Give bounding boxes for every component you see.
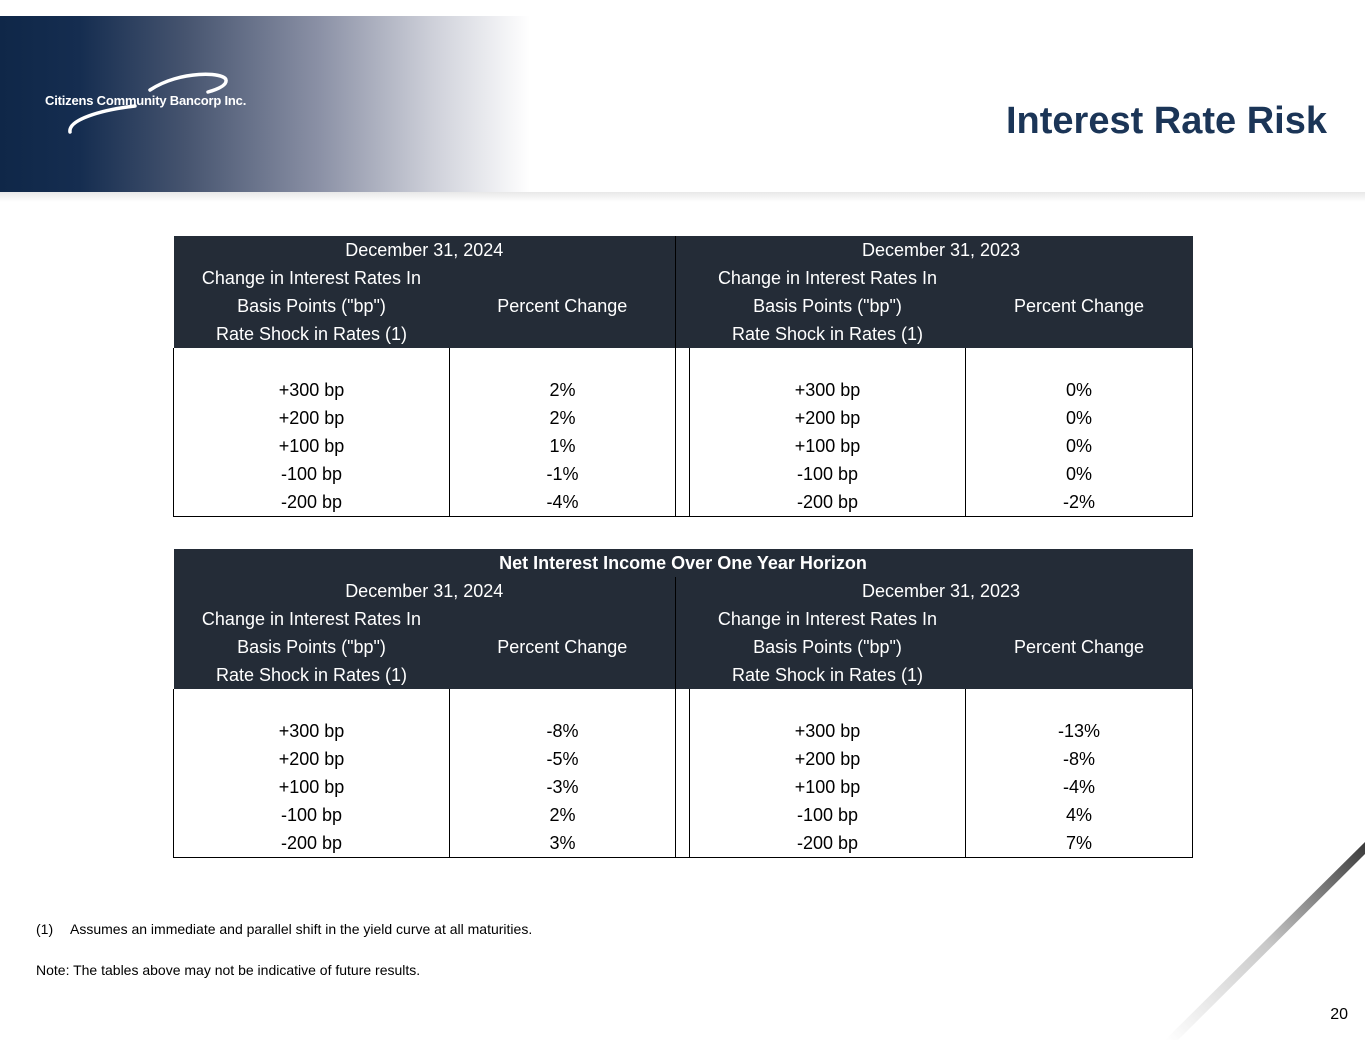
footnote-text: Assumes an immediate and parallel shift in the yield curve at all maturities. [70, 921, 533, 937]
table-title: Net Interest Income Over One Year Horizon [174, 549, 1193, 577]
right-pct-cell: -4% [966, 773, 1193, 801]
shock-header-line1: Change in Interest Rates In [174, 264, 450, 292]
table-row [174, 488, 1193, 517]
shock-header-line2: Basis Points ("bp") [690, 633, 966, 661]
left-pct-cell: -1% [450, 460, 676, 488]
percent-change-header: Percent Change [966, 633, 1193, 661]
right-shock-cell: -200 bp [690, 829, 966, 858]
logo-text: Citizens Community Bancorp Inc. [45, 93, 247, 108]
left-pct-cell: 2% [450, 404, 676, 432]
economic-value-table [173, 236, 1193, 517]
left-shock-cell: +300 bp [174, 376, 450, 404]
company-logo [40, 72, 280, 142]
shock-header-line3: Rate Shock in Rates (1) [174, 320, 450, 348]
percent-change-header: Percent Change [966, 292, 1193, 320]
left-shock-cell: -200 bp [174, 488, 450, 517]
right-shock-cell: +200 bp [690, 404, 966, 432]
shock-header-line1: Change in Interest Rates In [690, 264, 966, 292]
shock-header-line1: Change in Interest Rates In [174, 605, 450, 633]
left-shock-cell: -100 bp [174, 801, 450, 829]
left-shock-cell: +100 bp [174, 773, 450, 801]
left-shock-cell: -100 bp [174, 460, 450, 488]
right-pct-cell: 0% [966, 432, 1193, 460]
right-shock-cell: +300 bp [690, 376, 966, 404]
shock-header-line2: Basis Points ("bp") [174, 292, 450, 320]
percent-change-header: Percent Change [450, 292, 676, 320]
left-shock-cell: +200 bp [174, 745, 450, 773]
right-pct-cell: -2% [966, 488, 1193, 517]
left-pct-cell: -3% [450, 773, 676, 801]
shock-header-line2: Basis Points ("bp") [174, 633, 450, 661]
right-shock-cell: -200 bp [690, 488, 966, 517]
left-pct-cell: -4% [450, 488, 676, 517]
right-shock-cell: -100 bp [690, 460, 966, 488]
page-title: Interest Rate Risk [1005, 100, 1327, 142]
shock-header-line3: Rate Shock in Rates (1) [690, 661, 966, 689]
date-header-2024: December 31, 2024 [174, 236, 676, 264]
date-header-2023: December 31, 2023 [690, 577, 1193, 605]
shock-header-line2: Basis Points ("bp") [690, 292, 966, 320]
shock-header-line3: Rate Shock in Rates (1) [690, 320, 966, 348]
table-row [174, 829, 1193, 858]
table-row [174, 432, 1193, 460]
right-pct-cell: 0% [966, 376, 1193, 404]
table-row [174, 376, 1193, 404]
right-pct-cell: 0% [966, 404, 1193, 432]
right-pct-cell: 7% [966, 829, 1193, 858]
page-number: 20 [1330, 1006, 1348, 1023]
left-shock-cell: +100 bp [174, 432, 450, 460]
left-pct-cell: -8% [450, 717, 676, 745]
table-row [174, 717, 1193, 745]
right-pct-cell: 4% [966, 801, 1193, 829]
date-header-2024: December 31, 2024 [174, 577, 676, 605]
left-shock-cell: +300 bp [174, 717, 450, 745]
footnote-1 [36, 921, 532, 937]
right-pct-cell: 0% [966, 460, 1193, 488]
left-pct-cell: 1% [450, 432, 676, 460]
left-pct-cell: 3% [450, 829, 676, 858]
date-header-2023: December 31, 2023 [690, 236, 1193, 264]
left-shock-cell: +200 bp [174, 404, 450, 432]
table-row [174, 404, 1193, 432]
percent-change-header: Percent Change [450, 633, 676, 661]
right-pct-cell: -8% [966, 745, 1193, 773]
shock-header-line1: Change in Interest Rates In [690, 605, 966, 633]
left-shock-cell: -200 bp [174, 829, 450, 858]
right-shock-cell: +100 bp [690, 773, 966, 801]
right-pct-cell: -13% [966, 717, 1193, 745]
table-row [174, 460, 1193, 488]
footnote-number: (1) [36, 921, 54, 937]
right-shock-cell: +200 bp [690, 745, 966, 773]
footnote-note: Note: The tables above may not be indicative of future results. [36, 962, 421, 978]
right-shock-cell: +300 bp [690, 717, 966, 745]
header-divider [0, 192, 1365, 202]
table-row [174, 801, 1193, 829]
table-row [174, 773, 1193, 801]
left-pct-cell: -5% [450, 745, 676, 773]
left-pct-cell: 2% [450, 801, 676, 829]
left-pct-cell: 2% [450, 376, 676, 404]
net-interest-income-table [173, 549, 1193, 858]
table-row [174, 745, 1193, 773]
right-shock-cell: -100 bp [690, 801, 966, 829]
shock-header-line3: Rate Shock in Rates (1) [174, 661, 450, 689]
right-shock-cell: +100 bp [690, 432, 966, 460]
